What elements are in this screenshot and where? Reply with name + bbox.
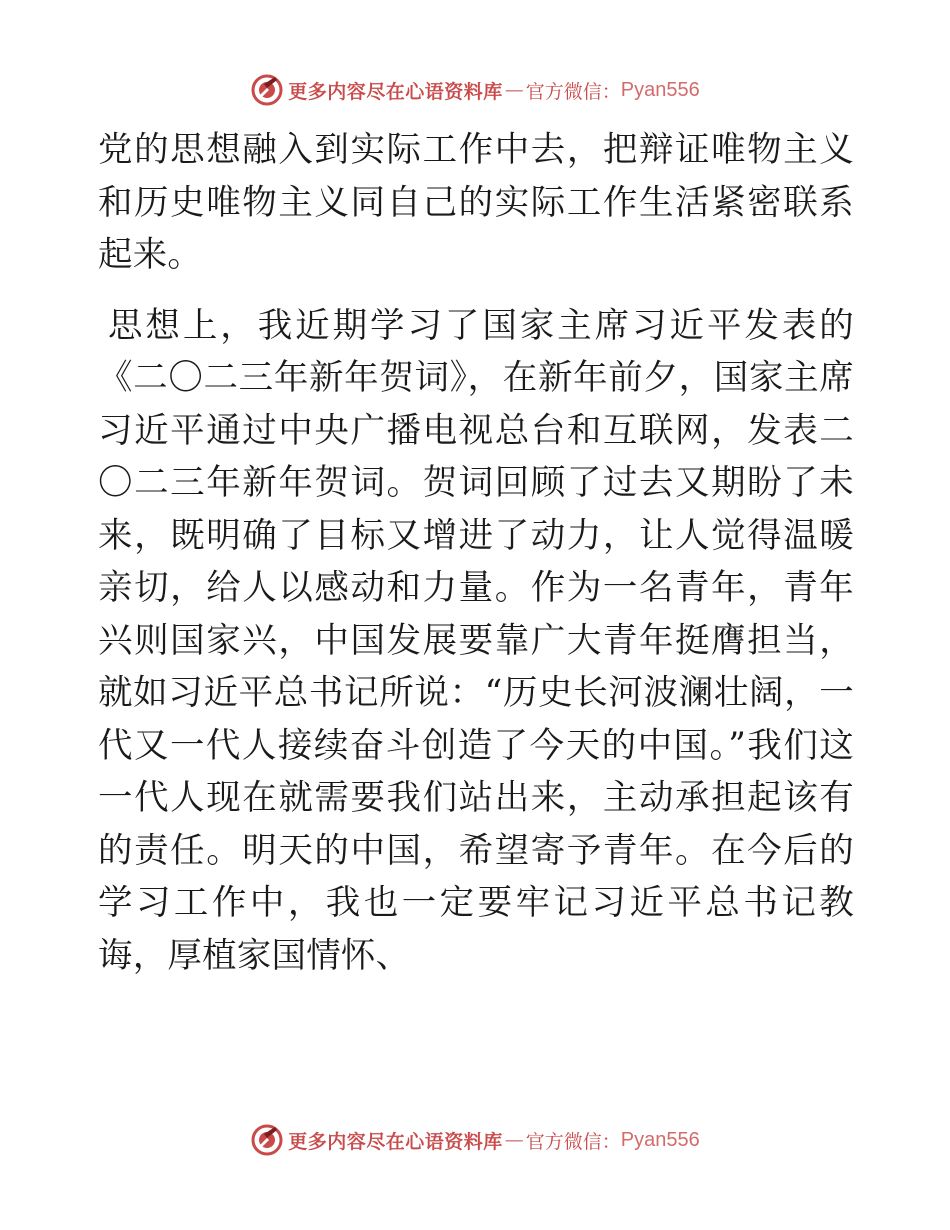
- header-site-name: 更多内容尽在心语资料库: [288, 80, 503, 103]
- document-body: [98, 124, 854, 982]
- paragraph-2: 思想上，我近期学习了国家主席习近平发表的《二〇二三年新年贺词》，在新年前夕，国家主席习近平通过中央广播电视总台和互联网，发表二〇二三年新年贺词。贺词回顾了过去又期盼了未来，既明确了目标又增进了动力，让人觉得温暖亲切，给人以感动和力量。作为一名青年，青年兴则国家兴，中国发展要靠广大青年挺膺担当，就如习近平总书记所说：“历史长河波澜壮阔，一代又一代人接续奋斗创造了今天的中国。”我们这一代人现在就需要我们站出来，主动承担起该有的责任。明天的中国，希望寄予青年。在今后的学习工作中，我也一定要牢记习近平总书记教诲，厚植家国情怀、: [98, 305, 854, 976]
- header-wechat-handle: Pyan556: [620, 78, 700, 101]
- footer-wechat-handle: Pyan556: [620, 1128, 700, 1151]
- logo-icon: [250, 1123, 284, 1157]
- header-dash: —: [504, 79, 524, 101]
- header-banner: [0, 70, 950, 110]
- logo-icon: [250, 73, 284, 107]
- footer-wechat-label: 官方微信：: [525, 1130, 621, 1153]
- footer-site-name: 更多内容尽在心语资料库: [288, 1130, 503, 1153]
- paragraph-1: 党的思想融入到实际工作中去，把辩证唯物主义和历史唯物主义同自己的实际工作生活紧密联系起来。: [98, 130, 854, 275]
- footer-dash: —: [504, 1129, 524, 1151]
- header-wechat-label: 官方微信：: [525, 80, 621, 103]
- footer-banner: [0, 1120, 950, 1160]
